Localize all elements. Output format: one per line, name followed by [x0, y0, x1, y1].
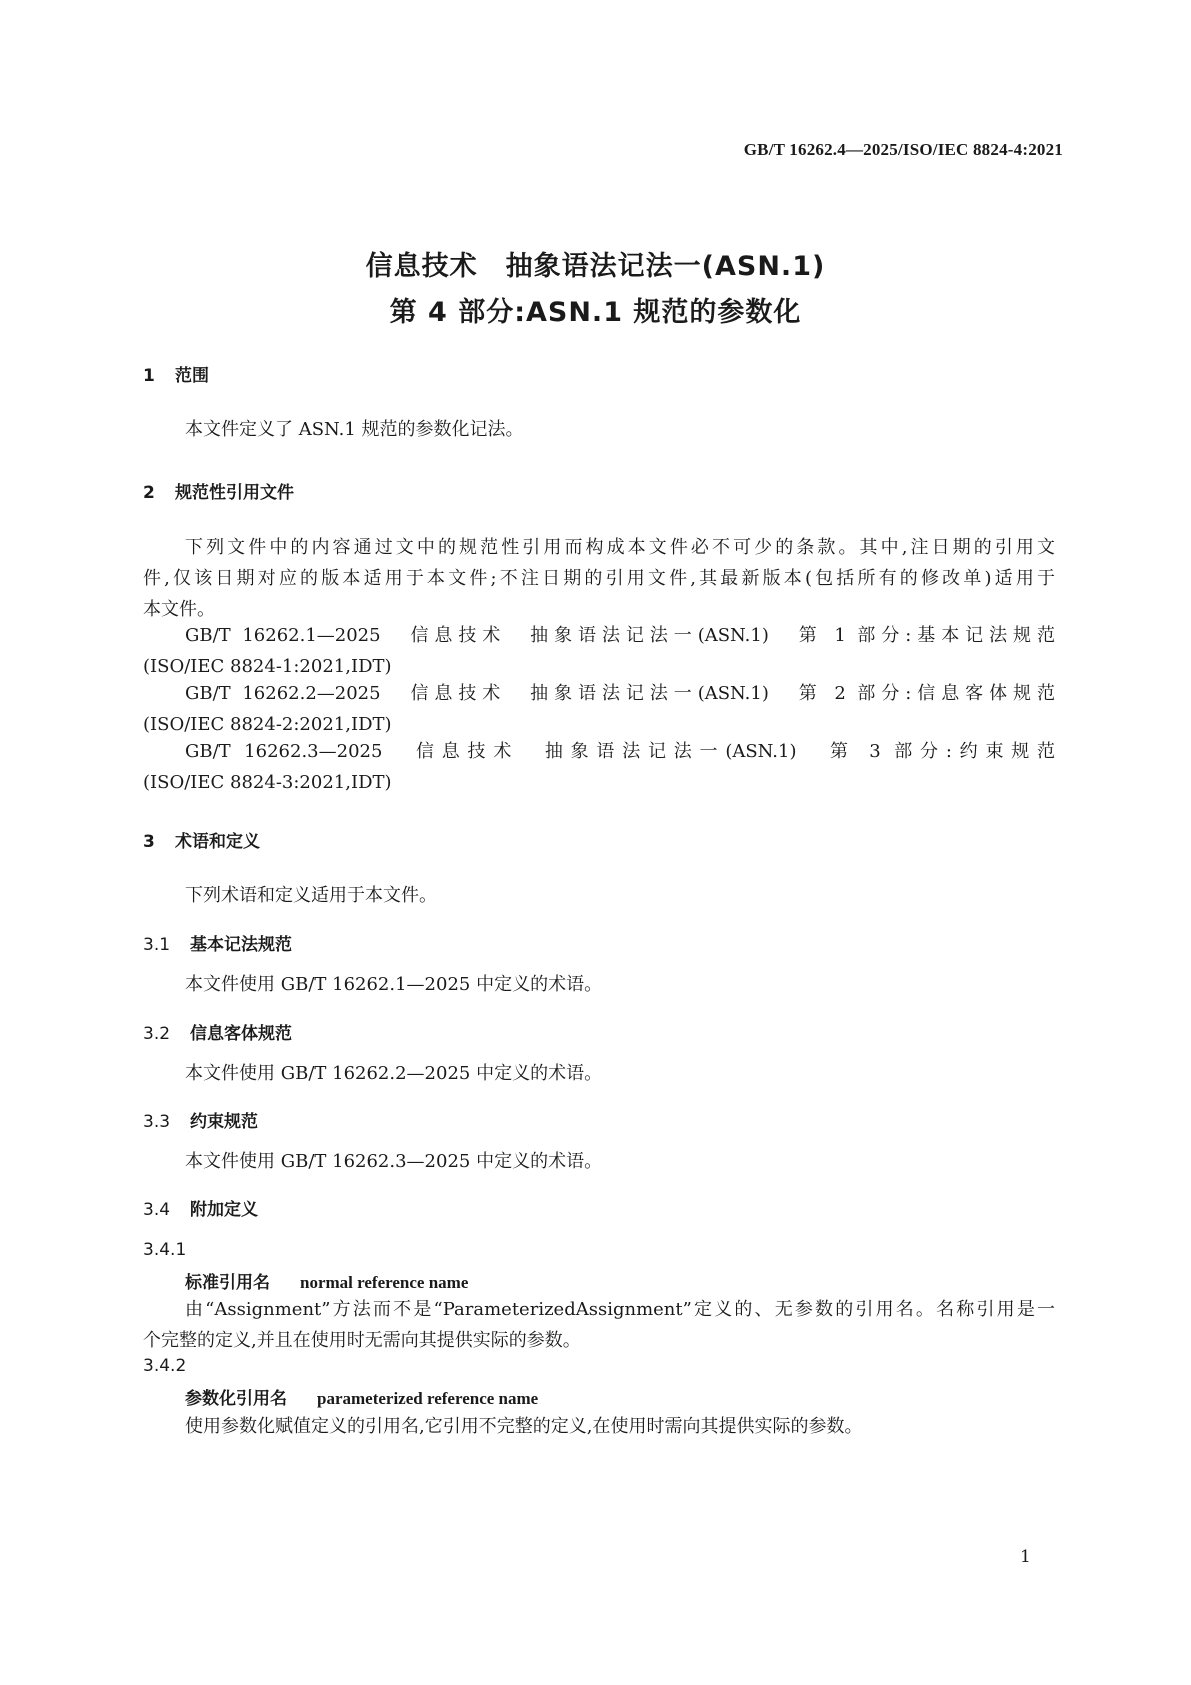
reference-line: GB/T 16262.3—2025 信息技术 抽象语法记法一(ASN.1) 第 3 部分:约束规范	[185, 741, 1055, 762]
scope-paragraph: 本文件定义了 ASN.1 规范的参数化记法。	[185, 419, 524, 440]
subsection-title: 信息客体规范	[190, 1024, 292, 1044]
reference-entry	[143, 620, 1055, 682]
section-title: 规范性引用文件	[175, 483, 294, 503]
term-definition: 使用参数化赋值定义的引用名,它引用不完整的定义,在使用时需向其提供实际的参数。	[185, 1416, 863, 1437]
subsection-heading	[143, 1195, 258, 1220]
subsection-body: 本文件使用 GB/T 16262.3—2025 中定义的术语。	[185, 1151, 603, 1172]
reference-entry	[143, 736, 1055, 798]
paragraph-line: 本文件。	[143, 599, 215, 620]
section-number: 1	[143, 366, 155, 386]
term-chinese: 标准引用名	[185, 1273, 270, 1293]
section-number: 2	[143, 483, 155, 503]
subsection-heading	[143, 1107, 258, 1132]
subsection-number: 3.3	[143, 1112, 171, 1132]
definition-line: 由“Assignment”方法而不是“ParameterizedAssignment”定义的、无参数的引用名。名称引用是一	[185, 1299, 1055, 1320]
section-heading-scope	[143, 361, 209, 386]
standard-code: GB/T 16262.4—2025/ISO/IEC 8824-4:2021	[743, 140, 1063, 159]
reference-line: GB/T 16262.1—2025 信息技术 抽象语法记法一(ASN.1) 第 1 部分:基本记法规范	[185, 625, 1055, 646]
page-number: 1	[1020, 1547, 1031, 1567]
reference-entry	[143, 678, 1055, 740]
subsection-number: 3.1	[143, 935, 171, 955]
reference-line: GB/T 16262.2—2025 信息技术 抽象语法记法一(ASN.1) 第 2 部分:信息客体规范	[185, 683, 1055, 704]
reference-line: (ISO/IEC 8824-2:2021,IDT)	[143, 714, 392, 735]
reference-line: (ISO/IEC 8824-3:2021,IDT)	[143, 772, 392, 793]
terms-intro: 下列术语和定义适用于本文件。	[185, 885, 437, 906]
document-title-line1: 信息技术 抽象语法记法一(ASN.1)	[365, 251, 826, 282]
subsection-body: 本文件使用 GB/T 16262.1—2025 中定义的术语。	[185, 974, 603, 995]
term-number: 3.4.1	[143, 1240, 187, 1260]
term-definition	[143, 1294, 1055, 1356]
subsection-number: 3.4	[143, 1200, 171, 1220]
document-title-line2: 第 4 部分:ASN.1 规范的参数化	[389, 297, 802, 328]
term-entry-heading	[185, 1384, 538, 1409]
term-entry-heading	[185, 1268, 468, 1293]
section-title: 术语和定义	[175, 832, 260, 852]
paragraph-line: 件,仅该日期对应的版本适用于本文件;不注日期的引用文件,其最新版本(包括所有的修改单)适用于	[143, 568, 1055, 589]
section-title: 范围	[175, 366, 209, 386]
term-english: normal reference name	[300, 1273, 469, 1292]
section-number: 3	[143, 832, 155, 852]
subsection-heading	[143, 930, 292, 955]
subsection-number: 3.2	[143, 1024, 171, 1044]
subsection-heading	[143, 1019, 292, 1044]
term-number: 3.4.2	[143, 1356, 187, 1376]
reference-line: (ISO/IEC 8824-1:2021,IDT)	[143, 656, 392, 677]
subsection-title: 基本记法规范	[190, 935, 292, 955]
paragraph-line: 下列文件中的内容通过文中的规范性引用而构成本文件必不可少的条款。其中,注日期的引用文	[185, 537, 1055, 558]
term-english: parameterized reference name	[317, 1389, 539, 1408]
normative-references-intro	[143, 532, 1055, 625]
section-heading-normative-references	[143, 478, 294, 503]
subsection-title: 约束规范	[190, 1112, 258, 1132]
term-chinese: 参数化引用名	[185, 1389, 287, 1409]
definition-line: 个完整的定义,并且在使用时无需向其提供实际的参数。	[143, 1330, 581, 1351]
subsection-title: 附加定义	[190, 1200, 258, 1220]
section-heading-terms	[143, 827, 260, 852]
subsection-body: 本文件使用 GB/T 16262.2—2025 中定义的术语。	[185, 1063, 603, 1084]
